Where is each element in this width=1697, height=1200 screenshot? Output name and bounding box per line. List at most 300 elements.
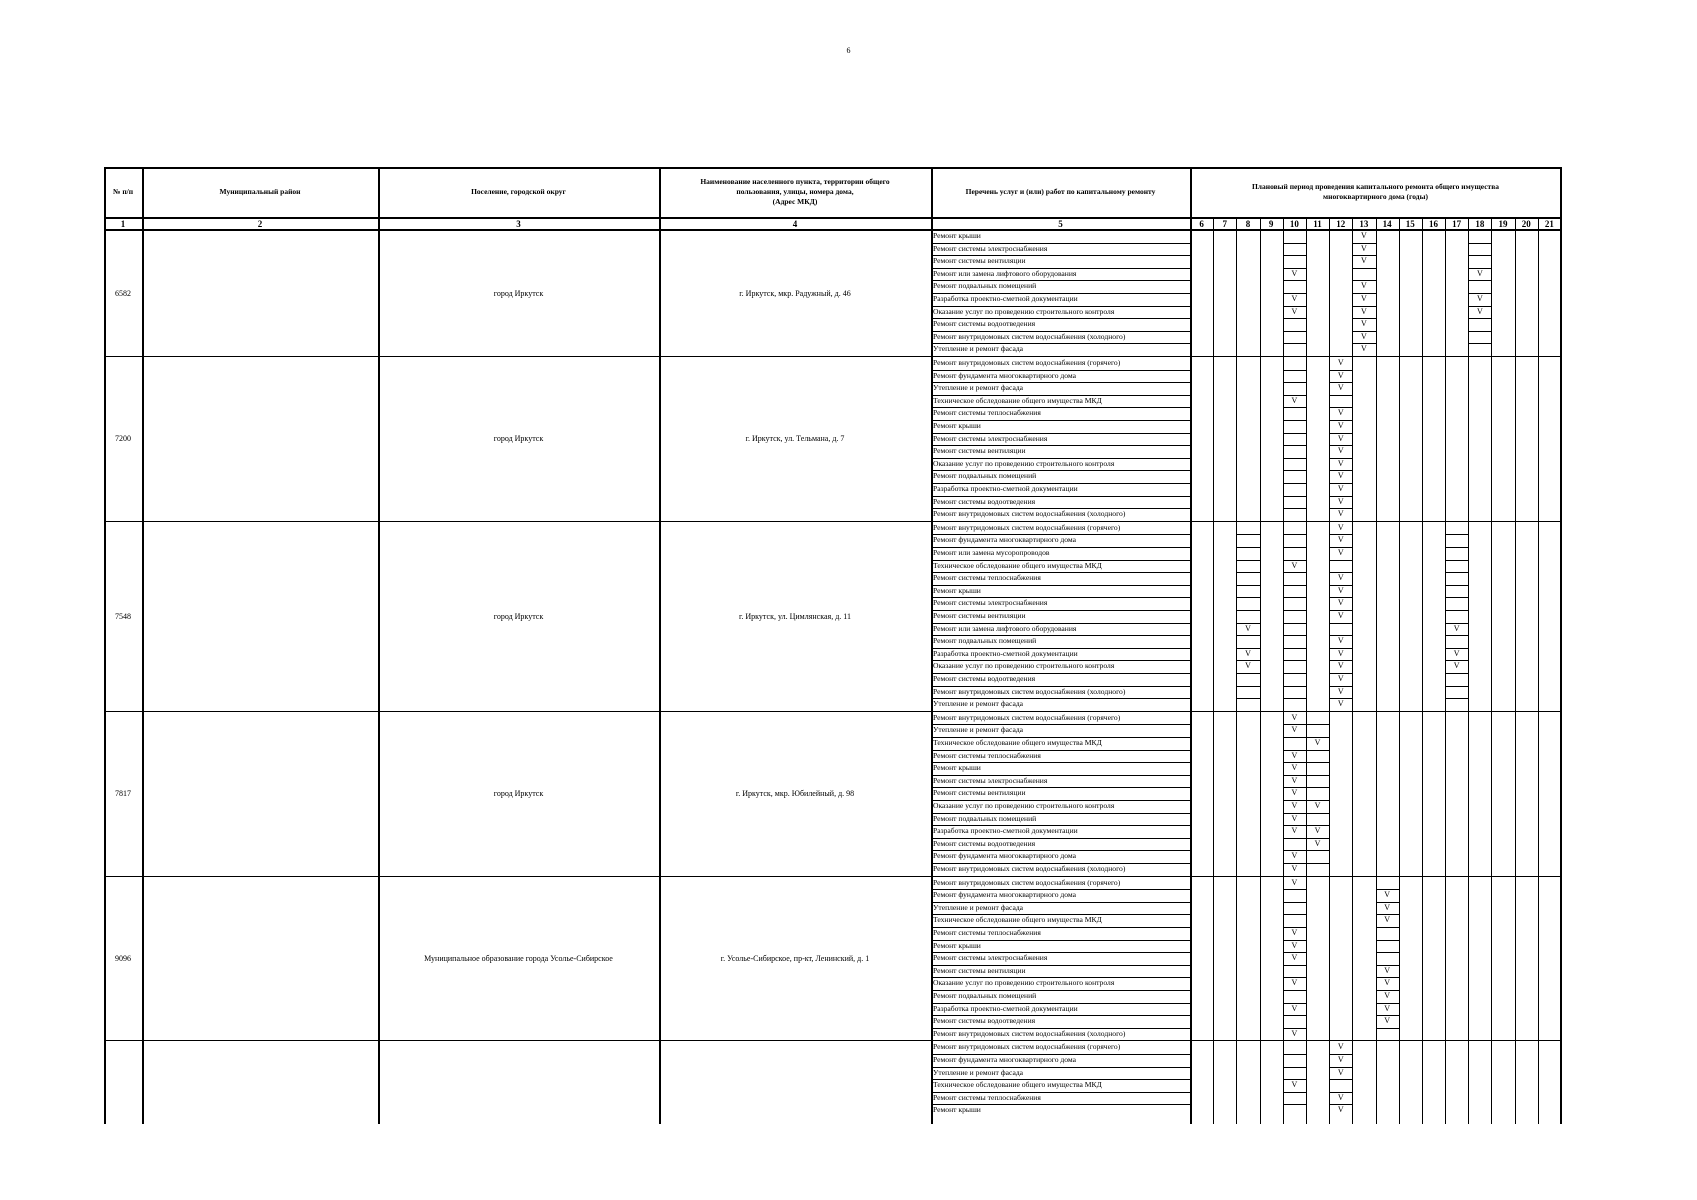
work-name: Ремонт внутридомовых систем водоснабжения (горячего) bbox=[933, 1042, 1121, 1052]
year-check-mark: V bbox=[1337, 383, 1344, 393]
work-name: Техническое обследование общего имущества МКД bbox=[933, 915, 1102, 925]
year-column-number: 13 bbox=[1359, 219, 1369, 229]
year-check-mark: V bbox=[1337, 1055, 1344, 1064]
grid-hline bbox=[931, 863, 1190, 864]
grid-hline bbox=[1306, 863, 1329, 864]
year-check-mark: V bbox=[1476, 294, 1483, 303]
year-check-mark: V bbox=[1291, 788, 1298, 798]
grid-hline bbox=[1236, 597, 1260, 598]
year-check-mark: V bbox=[1453, 648, 1460, 658]
work-name: Ремонт системы водоотведения bbox=[933, 496, 1036, 506]
work-name: Ремонт системы теплоснабжения bbox=[933, 928, 1041, 937]
work-name: Ремонт или замена лифтового оборудования bbox=[933, 623, 1077, 633]
grid-hline bbox=[931, 318, 1190, 319]
header-address-line: (Адрес МКД) bbox=[772, 197, 818, 206]
grid-hline bbox=[931, 243, 1190, 244]
year-check-mark: V bbox=[1337, 471, 1344, 481]
year-check-mark: V bbox=[1245, 661, 1251, 671]
grid-hline bbox=[931, 445, 1190, 446]
year-check-mark: V bbox=[1291, 725, 1298, 735]
grid-hline bbox=[1283, 737, 1306, 738]
grid-hline bbox=[931, 1067, 1190, 1068]
year-check-mark: V bbox=[1361, 294, 1367, 303]
year-check-mark: V bbox=[1337, 1105, 1344, 1115]
work-name: Оказание услуг по проведению строительного контроля bbox=[933, 801, 1115, 810]
work-name: Ремонт системы вентиляции bbox=[933, 788, 1026, 798]
grid-hline bbox=[931, 1054, 1190, 1055]
grid-hline bbox=[931, 889, 1190, 890]
grid-hline bbox=[931, 940, 1190, 941]
grid-hline bbox=[1468, 243, 1491, 244]
grid-hline bbox=[1445, 673, 1468, 674]
grid-hline bbox=[1445, 597, 1468, 598]
year-check-mark: V bbox=[1337, 1092, 1344, 1102]
year-check-mark: V bbox=[1314, 826, 1321, 836]
work-name: Утепление и ремонт фасада bbox=[933, 1067, 1024, 1077]
grid-hline bbox=[1283, 318, 1306, 319]
house-number bbox=[104, 1041, 142, 1117]
grid-hline bbox=[1306, 762, 1329, 763]
grid-hline bbox=[931, 293, 1190, 294]
grid-hline bbox=[931, 560, 1190, 561]
house-address: г. Иркутск, мкр. Юбилейный, д. 98 bbox=[735, 789, 855, 799]
work-name: Ремонт внутридомовых систем водоснабжения (холодного) bbox=[933, 864, 1126, 873]
grid-hline bbox=[1306, 850, 1329, 851]
year-check-mark: V bbox=[1337, 699, 1344, 709]
year-check-mark: V bbox=[1291, 268, 1298, 278]
year-check-mark: V bbox=[1337, 433, 1344, 443]
grid-hline bbox=[931, 382, 1190, 383]
grid-hline bbox=[931, 1079, 1190, 1080]
house-district bbox=[142, 230, 378, 356]
grid-vline bbox=[1538, 217, 1539, 1124]
header-district: Муниципальный район bbox=[219, 187, 301, 196]
grid-hline bbox=[1283, 1067, 1306, 1068]
year-check-mark: V bbox=[1291, 813, 1298, 823]
grid-hline bbox=[1329, 395, 1352, 396]
grid-hline bbox=[931, 395, 1190, 396]
house-number: 6582 bbox=[115, 288, 131, 298]
house-settlement: город Иркутск bbox=[493, 611, 544, 621]
work-name: Ремонт подвальных помещений bbox=[933, 471, 1037, 481]
year-check-mark: V bbox=[1337, 408, 1344, 418]
work-name: Техническое обследование общего имущества МКД bbox=[933, 395, 1102, 405]
grid-hline bbox=[1283, 698, 1306, 699]
grid-hline bbox=[1306, 750, 1329, 751]
year-check-mark: V bbox=[1337, 421, 1344, 430]
year-column-number: 7 bbox=[1222, 219, 1228, 229]
house-district bbox=[142, 357, 378, 521]
house-number: 9096 bbox=[115, 953, 131, 963]
work-name: Ремонт системы электроснабжения bbox=[933, 598, 1048, 608]
grid-hline bbox=[1468, 331, 1491, 332]
grid-hline bbox=[931, 280, 1190, 281]
header-num: № п/п bbox=[112, 187, 134, 196]
grid-vline bbox=[1515, 217, 1516, 1124]
work-name: Ремонт крыши bbox=[933, 231, 981, 240]
year-column-number: 8 bbox=[1245, 219, 1251, 229]
grid-hline bbox=[1283, 470, 1306, 471]
year-check-mark: V bbox=[1361, 331, 1367, 341]
header-address-line: пользования, улицы, номера дома, bbox=[736, 187, 854, 196]
grid-hline bbox=[1376, 927, 1399, 928]
grid-hline bbox=[1283, 483, 1306, 484]
grid-hline bbox=[1283, 914, 1306, 915]
year-check-mark: V bbox=[1291, 306, 1298, 316]
year-check-mark: V bbox=[1291, 775, 1298, 785]
year-check-mark: V bbox=[1291, 978, 1298, 988]
work-name: Техническое обследование общего имущества МКД bbox=[933, 560, 1102, 570]
work-name: Ремонт системы вентиляции bbox=[933, 611, 1026, 620]
work-name: Ремонт системы вентиляции bbox=[933, 256, 1026, 266]
grid-hline bbox=[1283, 1104, 1306, 1105]
work-name: Ремонт системы водоотведения bbox=[933, 1016, 1036, 1026]
grid-hline bbox=[1283, 1015, 1306, 1016]
year-check-mark: V bbox=[1337, 686, 1344, 696]
grid-hline bbox=[1283, 255, 1306, 256]
grid-hline bbox=[931, 977, 1190, 978]
year-check-mark: V bbox=[1291, 864, 1298, 873]
grid-hline bbox=[1236, 673, 1260, 674]
grid-vline bbox=[1213, 217, 1214, 1124]
work-name: Разработка проектно-сметной документации bbox=[933, 484, 1078, 493]
grid-hline bbox=[1283, 889, 1306, 890]
work-name: Ремонт системы теплоснабжения bbox=[933, 1092, 1041, 1102]
grid-hline bbox=[1283, 623, 1306, 624]
grid-hline bbox=[1283, 243, 1306, 244]
work-name: Разработка проектно-сметной документации bbox=[933, 1003, 1078, 1013]
grid-hline bbox=[1283, 648, 1306, 649]
year-check-mark: V bbox=[1337, 522, 1344, 532]
year-column-number: 16 bbox=[1428, 219, 1438, 229]
grid-hline bbox=[931, 470, 1190, 471]
year-check-mark: V bbox=[1476, 268, 1483, 278]
year-check-mark: V bbox=[1337, 1067, 1344, 1077]
grid-hline bbox=[1306, 724, 1329, 725]
grid-hline bbox=[931, 483, 1190, 484]
grid-hline bbox=[1306, 787, 1329, 788]
year-check-mark: V bbox=[1314, 801, 1321, 810]
work-name: Ремонт системы вентиляции bbox=[933, 965, 1026, 975]
column-number: 3 bbox=[516, 219, 521, 229]
grid-hline bbox=[1283, 445, 1306, 446]
work-name: Ремонт системы электроснабжения bbox=[933, 953, 1048, 963]
grid-hline bbox=[1329, 623, 1352, 624]
grid-hline bbox=[1283, 370, 1306, 371]
work-name: Разработка проектно-сметной документации bbox=[933, 294, 1078, 303]
year-check-mark: V bbox=[1361, 243, 1367, 253]
grid-hline bbox=[1376, 1028, 1399, 1029]
grid-hline bbox=[1445, 585, 1468, 586]
grid-hline bbox=[931, 597, 1190, 598]
year-check-mark: V bbox=[1337, 598, 1344, 608]
grid-hline bbox=[1283, 572, 1306, 573]
grid-hline bbox=[931, 610, 1190, 611]
grid-hline bbox=[931, 927, 1190, 928]
work-name: Ремонт подвальных помещений bbox=[933, 813, 1037, 823]
year-check-mark: V bbox=[1384, 978, 1390, 988]
grid-hline bbox=[931, 914, 1190, 915]
year-check-mark: V bbox=[1337, 458, 1344, 468]
grid-vline bbox=[1560, 167, 1562, 1124]
header-period-line: Плановый период проведения капитального ремонта общего имущества bbox=[1251, 182, 1500, 191]
year-check-mark: V bbox=[1337, 636, 1344, 646]
grid-hline bbox=[931, 623, 1190, 624]
house-district bbox=[142, 712, 378, 876]
grid-hline bbox=[931, 547, 1190, 548]
year-check-mark: V bbox=[1291, 395, 1298, 405]
year-check-mark: V bbox=[1291, 801, 1298, 810]
work-name: Ремонт подвальных помещений bbox=[933, 991, 1037, 1000]
year-check-mark: V bbox=[1337, 611, 1344, 620]
grid-hline bbox=[1283, 660, 1306, 661]
grid-hline bbox=[931, 1104, 1190, 1105]
work-name: Ремонт системы водоотведения bbox=[933, 674, 1036, 683]
year-check-mark: V bbox=[1337, 573, 1344, 583]
grid-hline bbox=[1445, 686, 1468, 687]
work-name: Утепление и ремонт фасада bbox=[933, 699, 1024, 709]
year-check-mark: V bbox=[1337, 484, 1344, 493]
grid-hline bbox=[1445, 698, 1468, 699]
grid-hline bbox=[1445, 572, 1468, 573]
work-name: Ремонт внутридомовых систем водоснабжения (горячего) bbox=[933, 358, 1121, 367]
grid-hline bbox=[931, 306, 1190, 307]
grid-hline bbox=[1283, 280, 1306, 281]
year-column-number: 18 bbox=[1475, 219, 1485, 229]
house-settlement: город Иркутск bbox=[493, 434, 544, 444]
work-name: Ремонт внутридомовых систем водоснабжения (горячего) bbox=[933, 522, 1121, 532]
grid-hline bbox=[1445, 610, 1468, 611]
year-check-mark: V bbox=[1361, 306, 1367, 316]
grid-hline bbox=[1283, 1054, 1306, 1055]
grid-hline bbox=[1283, 673, 1306, 674]
grid-hline bbox=[1283, 965, 1306, 966]
year-column-number: 17 bbox=[1452, 219, 1462, 229]
work-name: Ремонт фундамента многоквартирного дома bbox=[933, 890, 1077, 900]
grid-hline bbox=[1376, 940, 1399, 941]
grid-hline bbox=[931, 902, 1190, 903]
year-check-mark: V bbox=[1314, 738, 1321, 747]
grid-hline bbox=[1468, 343, 1491, 344]
year-check-mark: V bbox=[1245, 648, 1251, 658]
year-column-number: 15 bbox=[1405, 219, 1415, 229]
year-check-mark: V bbox=[1291, 851, 1298, 861]
grid-hline bbox=[1306, 813, 1329, 814]
work-name: Ремонт системы электроснабжения bbox=[933, 243, 1048, 253]
year-check-mark: V bbox=[1476, 306, 1483, 316]
year-check-mark: V bbox=[1384, 1016, 1390, 1026]
grid-hline bbox=[1283, 585, 1306, 586]
grid-hline bbox=[1283, 508, 1306, 509]
year-check-mark: V bbox=[1361, 319, 1367, 329]
year-check-mark: V bbox=[1291, 1028, 1298, 1038]
grid-hline bbox=[931, 635, 1190, 636]
work-name: Оказание услуг по проведению строительного контроля bbox=[933, 306, 1115, 316]
year-check-mark: V bbox=[1337, 661, 1344, 671]
work-name: Ремонт фундамента многоквартирного дома bbox=[933, 851, 1077, 861]
year-check-mark: V bbox=[1291, 1003, 1298, 1013]
grid-hline bbox=[931, 420, 1190, 421]
work-name: Ремонт внутридомовых систем водоснабжения (горячего) bbox=[933, 877, 1121, 887]
year-check-mark: V bbox=[1291, 940, 1298, 950]
header-settlement: Поселение, городской округ bbox=[471, 187, 566, 196]
grid-hline bbox=[1283, 407, 1306, 408]
work-name: Утепление и ремонт фасада bbox=[933, 383, 1024, 393]
grid-hline bbox=[1283, 496, 1306, 497]
grid-hline bbox=[1283, 686, 1306, 687]
year-check-mark: V bbox=[1361, 256, 1367, 266]
work-name: Ремонт системы водоотведения bbox=[933, 319, 1036, 329]
work-name: Ремонт внутридомовых систем водоснабжения (холодного) bbox=[933, 1028, 1126, 1038]
work-name: Ремонт крыши bbox=[933, 585, 981, 595]
grid-hline bbox=[1329, 1079, 1352, 1080]
grid-hline bbox=[1283, 343, 1306, 344]
grid-hline bbox=[931, 496, 1190, 497]
grid-hline bbox=[931, 737, 1190, 738]
grid-hline bbox=[931, 762, 1190, 763]
grid-hline bbox=[1236, 560, 1260, 561]
grid-hline bbox=[1306, 775, 1329, 776]
house-address: г. Иркутск, ул. Цимлянская, д. 11 bbox=[739, 611, 851, 621]
work-name: Ремонт крыши bbox=[933, 763, 981, 773]
grid-hline bbox=[1445, 534, 1468, 535]
work-name: Ремонт фундамента многоквартирного дома bbox=[933, 1055, 1077, 1064]
grid-hline bbox=[931, 1015, 1190, 1016]
year-check-mark: V bbox=[1453, 623, 1460, 633]
grid-hline bbox=[931, 850, 1190, 851]
year-check-mark: V bbox=[1291, 750, 1298, 760]
house-settlement: Муниципальное образование города Усолье-Сибирское bbox=[424, 953, 613, 963]
year-check-mark: V bbox=[1337, 585, 1344, 595]
year-check-mark: V bbox=[1337, 496, 1344, 506]
grid-hline bbox=[931, 775, 1190, 776]
year-column-number: 10 bbox=[1289, 219, 1299, 229]
grid-hline bbox=[931, 255, 1190, 256]
grid-vline bbox=[1399, 217, 1400, 1124]
grid-hline bbox=[1445, 547, 1468, 548]
year-column-number: 19 bbox=[1498, 219, 1508, 229]
column-number: 1 bbox=[120, 219, 126, 229]
grid-hline bbox=[931, 585, 1190, 586]
house-district bbox=[142, 877, 378, 1041]
year-check-mark: V bbox=[1291, 763, 1298, 773]
grid-hline bbox=[931, 534, 1190, 535]
year-check-mark: V bbox=[1291, 1080, 1298, 1090]
work-name: Оказание услуг по проведению строительного контроля bbox=[933, 458, 1115, 468]
grid-hline bbox=[931, 673, 1190, 674]
grid-hline bbox=[931, 433, 1190, 434]
work-name: Ремонт внутридомовых систем водоснабжения (холодного) bbox=[933, 509, 1126, 519]
year-check-mark: V bbox=[1337, 674, 1344, 683]
grid-hline bbox=[1468, 280, 1491, 281]
work-name: Ремонт внутридомовых систем водоснабжения (холодного) bbox=[933, 686, 1126, 696]
house-number: 7817 bbox=[115, 789, 131, 799]
grid-hline bbox=[931, 268, 1190, 269]
house-district bbox=[142, 1041, 378, 1117]
grid-hline bbox=[1236, 547, 1260, 548]
grid-hline bbox=[931, 458, 1190, 459]
grid-hline bbox=[931, 1092, 1190, 1093]
column-number: 5 bbox=[1058, 219, 1063, 229]
work-name: Ремонт системы теплоснабжения bbox=[933, 408, 1041, 418]
year-check-mark: V bbox=[1291, 560, 1298, 570]
year-check-mark: V bbox=[1291, 294, 1298, 303]
grid-hline bbox=[931, 407, 1190, 408]
year-check-mark: V bbox=[1361, 231, 1367, 240]
grid-hline bbox=[1283, 547, 1306, 548]
grid-hline bbox=[1283, 597, 1306, 598]
year-column-number: 12 bbox=[1336, 219, 1346, 229]
grid-hline bbox=[931, 698, 1190, 699]
house-settlement bbox=[378, 1041, 659, 1117]
house-address: г. Иркутск, ул. Тельмана, д. 7 bbox=[745, 434, 845, 444]
grid-hline bbox=[1283, 610, 1306, 611]
house-district bbox=[142, 522, 378, 711]
grid-hline bbox=[931, 648, 1190, 649]
grid-hline bbox=[1236, 610, 1260, 611]
grid-hline bbox=[1283, 990, 1306, 991]
grid-hline bbox=[1352, 268, 1376, 269]
grid-hline bbox=[931, 787, 1190, 788]
grid-vline bbox=[1306, 217, 1307, 1124]
grid-hline bbox=[931, 508, 1190, 509]
house-settlement: город Иркутск bbox=[493, 789, 544, 799]
year-column-number: 11 bbox=[1313, 219, 1322, 229]
year-check-mark: V bbox=[1291, 712, 1298, 722]
year-column-number: 9 bbox=[1268, 219, 1274, 229]
year-column-number: 14 bbox=[1382, 219, 1392, 229]
year-check-mark: V bbox=[1337, 1042, 1344, 1052]
grid-hline bbox=[1283, 433, 1306, 434]
header-period bbox=[1190, 167, 1561, 217]
header-period-line: многоквартирного дома (годы) bbox=[1323, 192, 1428, 201]
grid-hline bbox=[1445, 560, 1468, 561]
work-name: Техническое обследование общего имущества МКД bbox=[933, 1080, 1102, 1090]
grid-hline bbox=[1283, 382, 1306, 383]
grid-hline bbox=[1283, 331, 1306, 332]
year-column-number: 6 bbox=[1199, 219, 1204, 229]
grid-hline bbox=[1283, 420, 1306, 421]
grid-vline bbox=[1190, 167, 1192, 1124]
grid-hline bbox=[1236, 534, 1260, 535]
page-number: 6 bbox=[846, 46, 851, 55]
work-name: Ремонт крыши bbox=[933, 1105, 981, 1115]
grid-hline bbox=[931, 331, 1190, 332]
year-check-mark: V bbox=[1291, 928, 1298, 937]
grid-hline bbox=[931, 724, 1190, 725]
grid-hline bbox=[1283, 635, 1306, 636]
year-check-mark: V bbox=[1361, 344, 1367, 354]
capital-repair-table bbox=[104, 167, 1561, 1124]
work-name: Оказание услуг по проведению строительного контроля bbox=[933, 978, 1115, 988]
grid-vline bbox=[1491, 217, 1492, 1124]
work-name: Ремонт системы электроснабжения bbox=[933, 433, 1048, 443]
work-name: Ремонт крыши bbox=[933, 940, 981, 950]
work-name: Ремонт системы теплоснабжения bbox=[933, 750, 1041, 760]
grid-vline bbox=[1260, 217, 1261, 1124]
grid-hline bbox=[931, 572, 1190, 573]
year-check-mark: V bbox=[1337, 509, 1344, 519]
work-name: Ремонт фундамента многоквартирного дома bbox=[933, 535, 1077, 545]
header-address-line: Наименование населенного пункта, территории общего bbox=[700, 177, 890, 186]
year-column-number: 20 bbox=[1521, 219, 1531, 229]
grid-hline bbox=[1376, 952, 1399, 953]
work-name: Утепление и ремонт фасада bbox=[933, 344, 1024, 354]
year-check-mark: V bbox=[1384, 991, 1390, 1000]
grid-hline bbox=[1468, 255, 1491, 256]
year-check-mark: V bbox=[1361, 281, 1367, 291]
header-works: Перечень услуг и (или) работ по капитальному ремонту bbox=[965, 187, 1156, 196]
